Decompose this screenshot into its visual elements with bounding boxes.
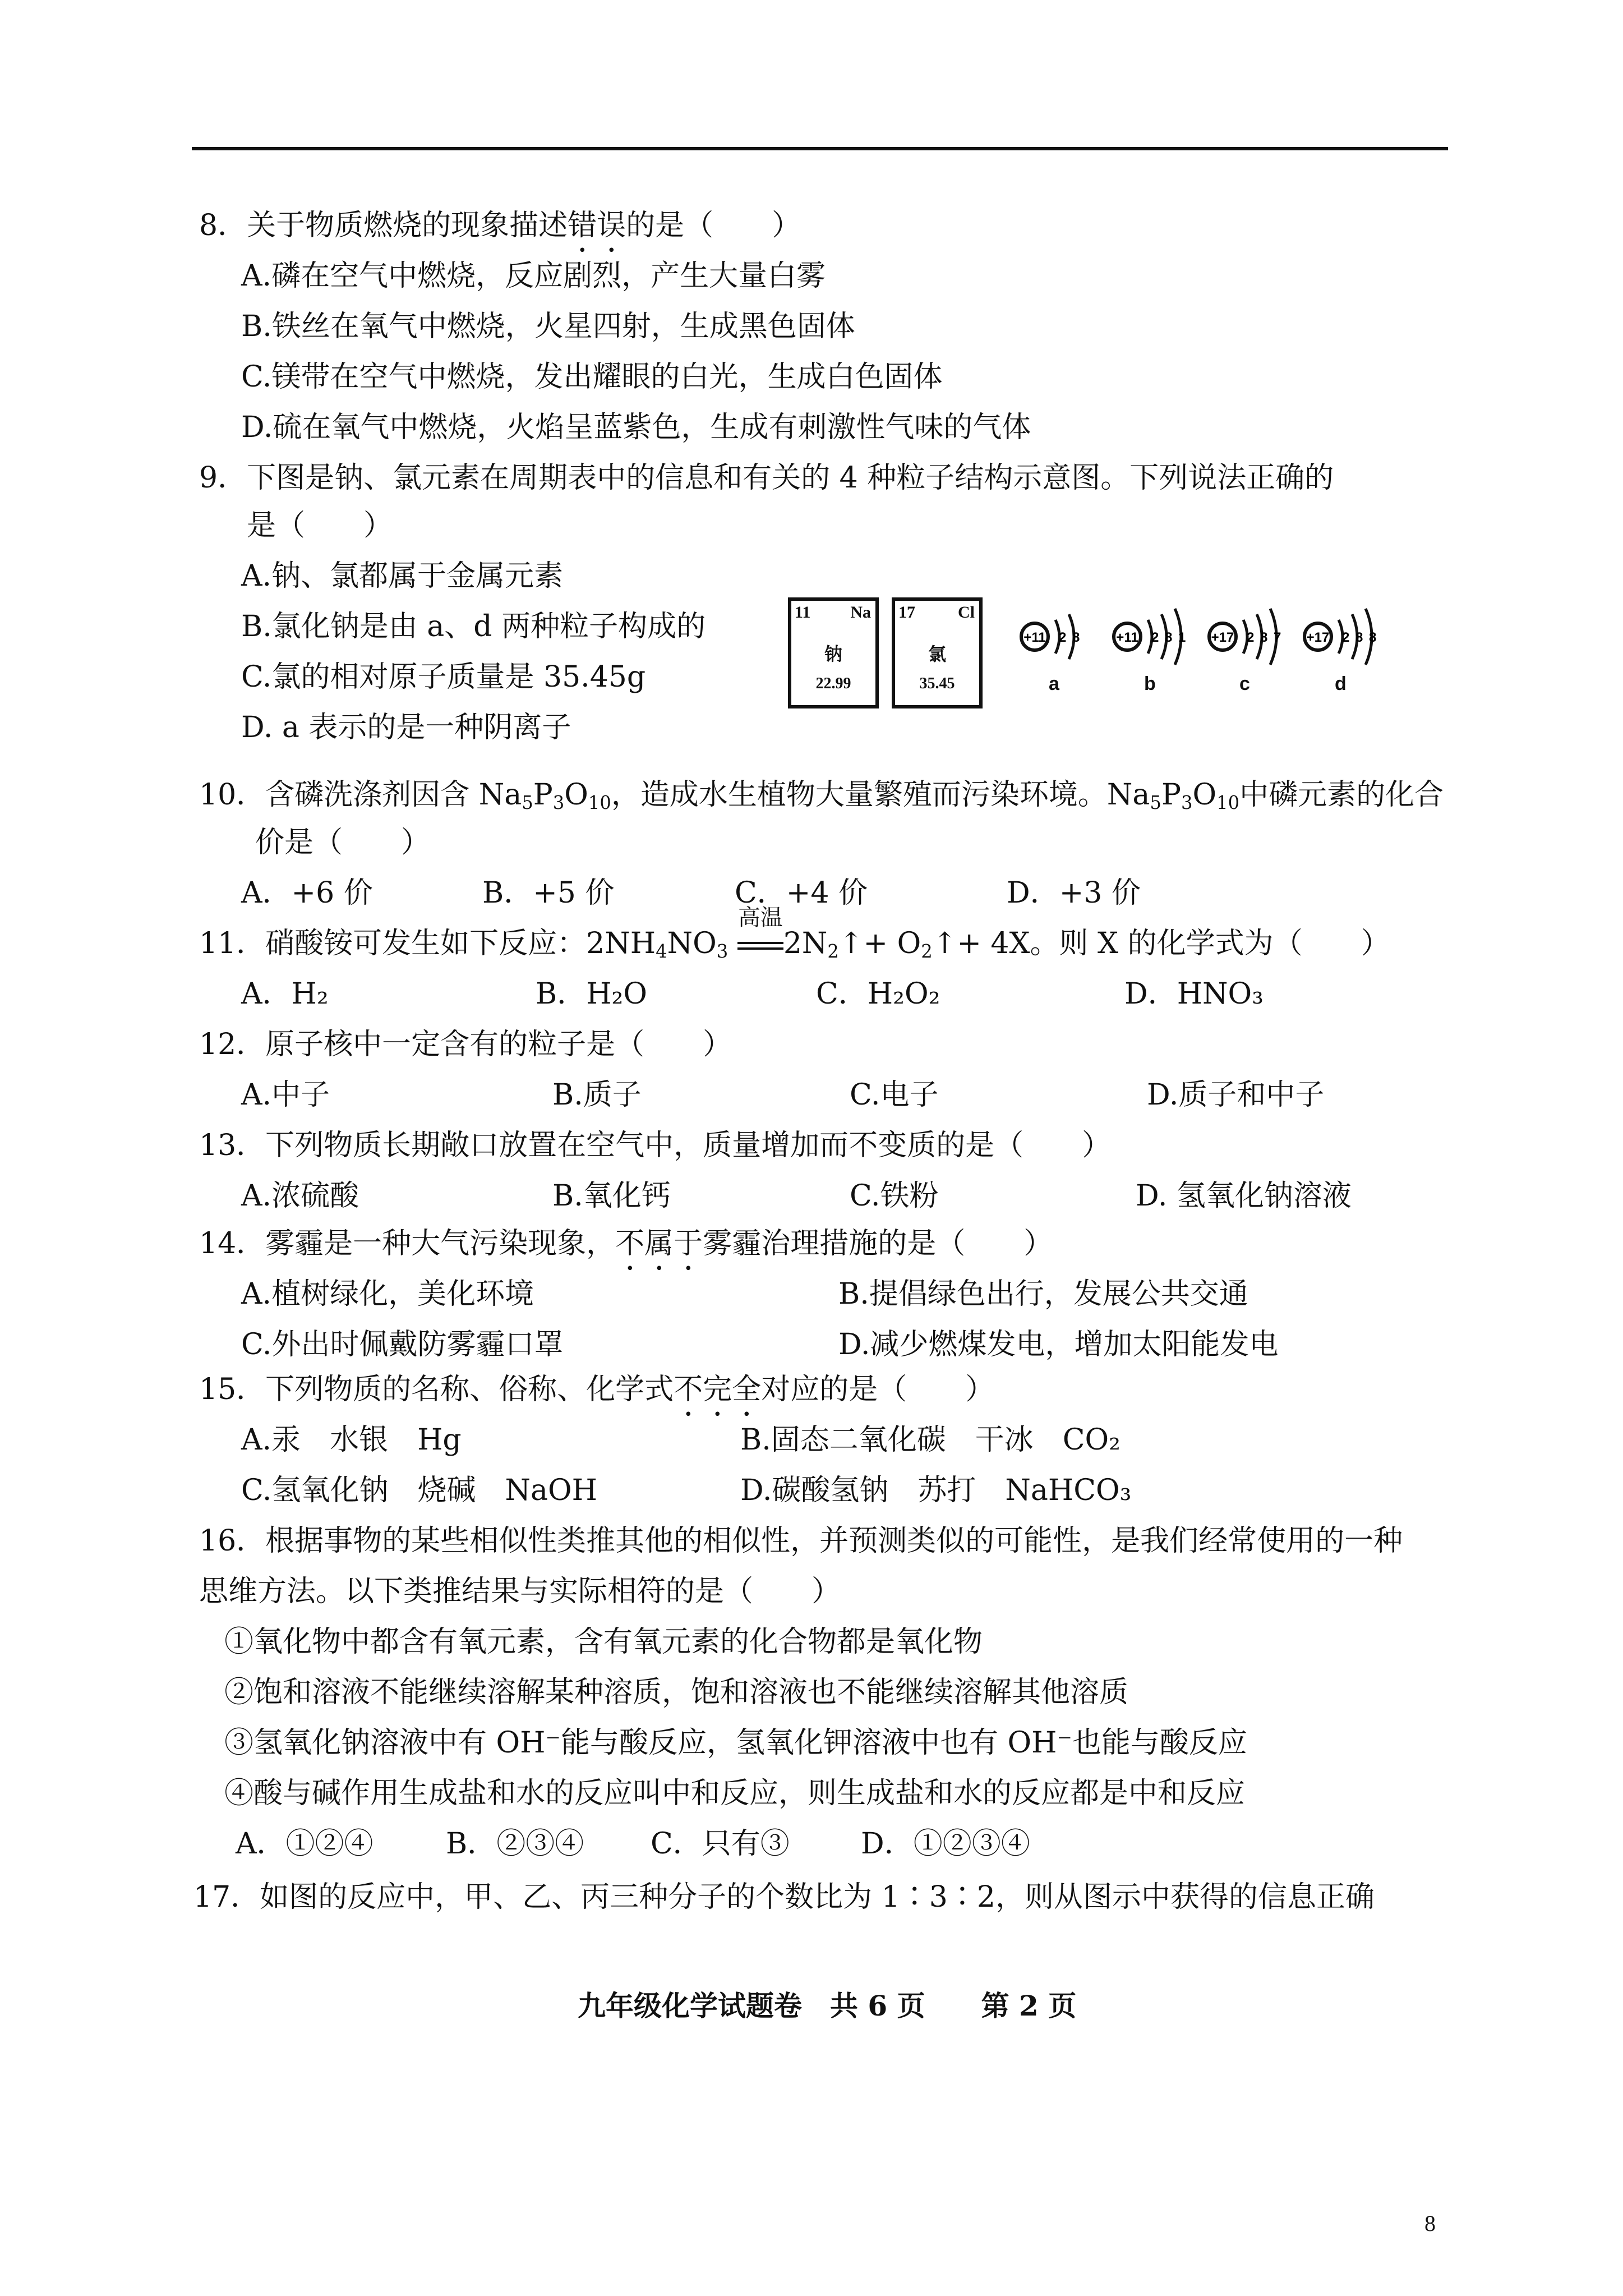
nucleus-charge: +11 (1116, 630, 1138, 645)
question-16-statement-1: ①氧化物中都含有氧元素，含有氧元素的化合物都是氧化物 (224, 1625, 983, 1659)
question-8-option-b: B.铁丝在氧气中燃烧，火星四射，生成黑色固体 (241, 310, 855, 343)
question-8-option-d: D.硫在氧气中燃烧，火焰呈蓝紫色，生成有刺激性气味的气体 (241, 411, 1031, 444)
question-14-option-b: B.提倡绿色出行，发展公共交通 (838, 1277, 1248, 1311)
question-11-option-b: B．H₂O (536, 977, 648, 1011)
question-16-statement-4: ④酸与碱作用生成盐和水的反应叫中和反应，则生成盐和水的反应都是中和反应 (224, 1777, 1246, 1810)
particle-diagram-a (1009, 589, 1105, 684)
question-16-stem-line2: 思维方法。以下类推结果与实际相符的是（ ） (199, 1575, 841, 1608)
svg-text:8: 8 (1355, 630, 1363, 645)
element-symbol: Na (850, 603, 871, 622)
question-15-option-c: C.氢氧化钠 烧碱 NaOH (241, 1474, 597, 1507)
question-9-stem-line1: 9．下图是钠、氯元素在周期表中的信息和有关的 4 种粒子结构示意图。下列说法正确的 (199, 461, 1334, 495)
reaction-condition: 高温 (737, 905, 783, 931)
question-9-option-c: C.氯的相对原子质量是 35.45g (241, 660, 646, 694)
question-16-stem-line1: 16．根据事物的某些相似性类推其他的相似性，并预测类似的可能性，是我们经常使用的一种 (199, 1524, 1403, 1558)
nucleus-charge: +11 (1023, 630, 1046, 645)
question-13-option-c: C.铁粉 (850, 1179, 939, 1213)
question-12-option-d: D.质子和中子 (1147, 1078, 1325, 1112)
question-13-stem: 13．下列物质长期敞口放置在空气中，质量增加而不变质的是（ ） (199, 1129, 1112, 1162)
question-10-option-b: B．+5 价 (482, 876, 615, 910)
question-15-option-d: D.碳酸氢钠 苏打 NaHCO₃ (740, 1474, 1132, 1507)
nucleus-charge: +17 (1211, 630, 1234, 645)
question-8-option-c: C.镁带在空气中燃烧，发出耀眼的白光，生成白色固体 (241, 360, 943, 394)
svg-text:2: 2 (1059, 630, 1067, 645)
question-10-option-d: D．+3 价 (1007, 876, 1141, 910)
question-13-option-b: B.氧化钙 (552, 1179, 671, 1213)
question-12-option-a: A.中子 (241, 1078, 330, 1112)
question-11-stem: 11．硝酸铵可发生如下反应：$2NH_4NO_3$ 高温 $2N_2↑+$ $O_2↑+ 4X$。则 X 的化学式为（ ） (199, 926, 1390, 969)
question-14-option-d: D.减少燃煤发电，增加太阳能发电 (838, 1328, 1279, 1361)
nucleus-charge: +17 (1306, 630, 1330, 645)
atomic-mass: 35.45 (919, 675, 955, 692)
question-15-stem: 15．下列物质的名称、俗称、化学式不完全对应的是（ ） (199, 1373, 995, 1406)
svg-text:8: 8 (1165, 630, 1173, 645)
svg-text:2: 2 (1151, 630, 1159, 645)
element-card-chlorine (892, 597, 983, 708)
particle-diagram-d (1293, 589, 1388, 684)
question-10-stem-line1: 10．含磷洗涤剂因含 $Na_5P_3O_{10}$，造成水生植物大量繁殖而污染环境。$Na_5P_3O_{10}$中磷元素的化合 (199, 778, 1444, 814)
question-17-stem: 17．如图的反应中，甲、乙、丙三种分子的个数比为 1∶3∶2，则从图示中获得的信息正确 (193, 1880, 1375, 1914)
atomic-mass: 22.99 (815, 675, 851, 692)
page-number: 8 (1424, 2211, 1436, 2236)
question-10-stem-line2: 价是（ ） (255, 826, 431, 859)
svg-text:7: 7 (1274, 630, 1281, 645)
svg-text:1: 1 (1178, 630, 1186, 645)
question-15-option-a: A.汞 水银 Hg (241, 1423, 462, 1457)
svg-text:8: 8 (1260, 630, 1268, 645)
page-footer: 九年级化学试题卷 共 6 页 第 2 页 (578, 1989, 1077, 2022)
svg-text:2: 2 (1247, 630, 1255, 645)
element-symbol: Cl (958, 603, 975, 622)
svg-text:2: 2 (1342, 630, 1350, 645)
question-9-option-a: A.钠、氯都属于金属元素 (241, 559, 564, 593)
element-name: 氯 (928, 643, 946, 665)
question-12-stem: 12．原子核中一定含有的粒子是（ ） (199, 1028, 732, 1061)
particle-diagram-c (1197, 589, 1293, 684)
atomic-number: 11 (795, 603, 811, 622)
question-16-statement-2: ②饱和溶液不能继续溶解某种溶质，饱和溶液也不能继续溶解其他溶质 (224, 1676, 1129, 1709)
reaction-arrow (737, 905, 783, 961)
question-13-option-a: A.浓硫酸 (241, 1179, 359, 1213)
question-14-option-a: A.植树绿化，美化环境 (241, 1277, 534, 1311)
element-name: 钠 (824, 643, 842, 665)
particle-label-a: a (1049, 673, 1059, 694)
question-10-option-a: A．+6 价 (241, 876, 373, 910)
particle-label-c: c (1239, 673, 1250, 694)
question-16-option-c: C．只有③ (651, 1827, 790, 1861)
atomic-number: 17 (898, 603, 915, 622)
question-12-option-c: C.电子 (850, 1078, 939, 1112)
svg-text:8: 8 (1072, 630, 1080, 645)
question-8-option-a: A.磷在空气中燃烧，反应剧烈，产生大量白雾 (241, 259, 826, 293)
question-16-option-b: B．②③④ (446, 1827, 584, 1861)
question-14-stem: 14．雾霾是一种大气污染现象，不属于雾霾治理措施的是（ ） (199, 1227, 1053, 1260)
question-11-option-c: C．H₂O₂ (816, 977, 940, 1011)
question-16-option-d: D．①②③④ (861, 1827, 1030, 1861)
question-9-option-d: D. a 表示的是一种阴离子 (241, 711, 571, 744)
question-11-option-a: A．H₂ (241, 977, 329, 1011)
header-rule (192, 147, 1448, 150)
question-16-statement-3: ③氢氧化钠溶液中有 OH⁻能与酸反应，氢氧化钾溶液中也有 OH⁻也能与酸反应 (224, 1726, 1247, 1760)
question-11-option-d: D．HNO₃ (1124, 977, 1264, 1011)
question-12-option-b: B.质子 (552, 1078, 642, 1112)
question-8-stem: 8．关于物质燃烧的现象描述错误的是（ ） (199, 209, 801, 242)
svg-text:8: 8 (1369, 630, 1377, 645)
question-13-option-d: D. 氢氧化钠溶液 (1136, 1179, 1352, 1213)
question-9-option-b: B.氯化钠是由 a、d 两种粒子构成的 (241, 610, 706, 643)
particle-label-b: b (1144, 673, 1156, 694)
question-15-option-b: B.固态二氧化碳 干冰 CO₂ (740, 1423, 1121, 1457)
question-16-option-a: A．①②④ (236, 1827, 374, 1861)
particle-diagram-b (1102, 589, 1197, 684)
element-card-sodium (788, 597, 879, 708)
particle-label-d: d (1335, 673, 1347, 694)
question-14-option-c: C.外出时佩戴防雾霾口罩 (241, 1328, 564, 1361)
question-9-stem-line2: 是（ ） (247, 509, 393, 542)
question-10-option-c: C．+4 价 (735, 876, 868, 910)
